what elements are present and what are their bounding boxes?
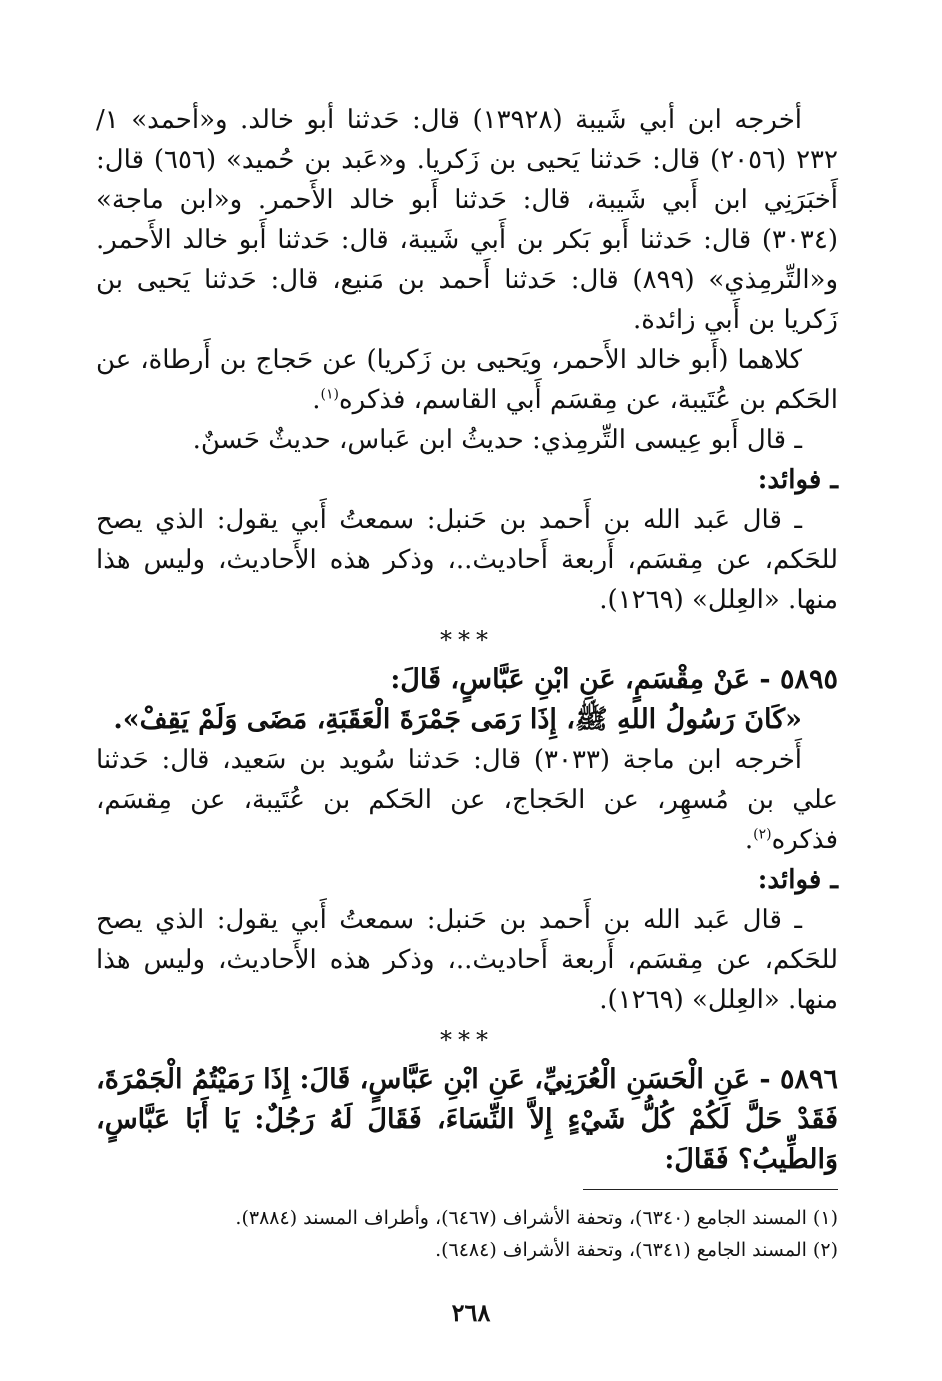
fawaid-heading-1: ـ فوائد: — [757, 465, 838, 495]
paragraph-tirmidhi: ـ قال أَبو عِيسى التِّرمِذي: حديثُ ابن عَباس، حديثٌ حَسنٌ. — [192, 425, 802, 455]
hadith-5895-line-1: ٥٨٩٥ - عَنْ مِقْسَمٍ، عَنِ ابْنِ عَبَّاسٍ، قَالَ: — [390, 664, 838, 695]
fawaid-heading-2: ـ فوائد: — [757, 865, 838, 895]
main-text — [96, 100, 838, 1180]
paragraph-takhrij-2-text: أَخرجه ابن ماجة (٣٠٣٣) قال: حَدثنا سُويد بن سَعيد، قال: حَدثنا علي بن مُسهِر، عن الحَجاج، عن الحَكم بن عُتَيبة، عن مِقسَم، فذكره — [96, 745, 838, 855]
paragraph-ilal-1: ـ قال عَبد الله بن أَحمد بن حَنبل: سمعتُ أَبي يقول: الذي يصح للحَكم، عن مِقسَم، أَربعة أَحاديث..، وذكر هذه الأَحاديث، وليس هذا منها. «العِلل» (١٢٦٩). — [96, 505, 838, 615]
paragraph-isnad-1-text: كلاهما (أَبو خالد الأَحمر، ويَحيى بن زَكريا) عن حَجاج بن أَرطاة، عن الحَكم بن عُتَيبة، عن مِقسَم أَبي القاسم، فذكره — [96, 345, 838, 415]
footnote-ref-1: (١) — [320, 386, 339, 403]
footnotes — [96, 1202, 838, 1266]
paragraph-ilal-2: ـ قال عَبد الله بن أَحمد بن حَنبل: سمعتُ أَبي يقول: الذي يصح للحَكم، عن مِقسَم، أَربعة أَحاديث..، وذكر هذه الأَحاديث، وليس هذا منها. «العِلل» (١٢٦٩). — [96, 905, 838, 1015]
footnote-separator — [583, 1189, 838, 1190]
paragraph-isnad-1: كلاهما (أَبو خالد الأَحمر، ويَحيى بن زَكريا) عن حَجاج بن أَرطاة، عن الحَكم بن عُتَيبة، عن مِقسَم أَبي القاسم، فذكره$^{(١)}$. — [96, 345, 838, 415]
section-divider-stars-2: *** — [440, 1026, 494, 1054]
footnote-ref-2: (٢) — [753, 826, 772, 843]
paragraph-takhrij-2: أَخرجه ابن ماجة (٣٠٣٣) قال: حَدثنا سُويد بن سَعيد، قال: حَدثنا علي بن مُسهِر، عن الحَجاج، عن الحَكم بن عُتَيبة، عن مِقسَم، فذكره$^{(٢)}$. — [96, 745, 838, 855]
hadith-5896: ٥٨٩٦ - عَنِ الْحَسَنِ الْعُرَنِيِّ، عَنِ ابْنِ عَبَّاسٍ، قَالَ: إِذَا رَمَيْتُمُ الْجَمْرَةَ، فَقَدْ حَلَّ لَكُمْ كُلُّ شَيْءٍ إِلاَّ النِّسَاءَ، فَقَالَ لَهُ رَجُلٌ: يَا أَبَا عَبَّاسٍ، وَالطِّيبُ؟ فَقَالَ: — [96, 1064, 838, 1175]
footnote-1: (١) المسند الجامع (٦٣٤٠)، وتحفة الأشراف (٦٤٦٧)، وأطراف المسند (٣٨٨٤). — [235, 1207, 838, 1229]
page-number: ٢٦٨ — [451, 1298, 491, 1327]
footnote-2: (٢) المسند الجامع (٦٣٤١)، وتحفة الأشراف (٦٤٨٤). — [435, 1239, 838, 1261]
paragraph-takhrij-1: أخرجه ابن أبي شَيبة (١٣٩٢٨) قال: حَدثنا أبو خالد. و«أحمد» ١/ ٢٣٢ (٢٠٥٦) قال: حَدثنا يَحيى بن زَكريا. و«عَبد بن حُميد» (٦٥٦) قال: أَخبَرَنِي ابن أَبي شَيبة، قال: حَدثنا أَبو خالد الأَحمر. و«ابن ماجة» (٣٠٣٤) قال: حَدثنا أَبو بَكر بن أَبي شَيبة، قال: حَدثنا أَبو خالد الأَحمر. و«التِّرمِذي» (٨٩٩) قال: حَدثنا أَحمد بن مَنيع، قال: حَدثنا يَحيى بن زَكريا بن أَبي زائدة. — [96, 105, 839, 335]
hadith-5895-line-2: «كَانَ رَسُولُ اللهِ ﷺ، إِذَا رَمَى جَمْرَةَ الْعَقَبَةِ، مَضَى وَلَمْ يَقِفْ». — [113, 704, 802, 735]
section-divider-stars-1: *** — [440, 626, 494, 654]
